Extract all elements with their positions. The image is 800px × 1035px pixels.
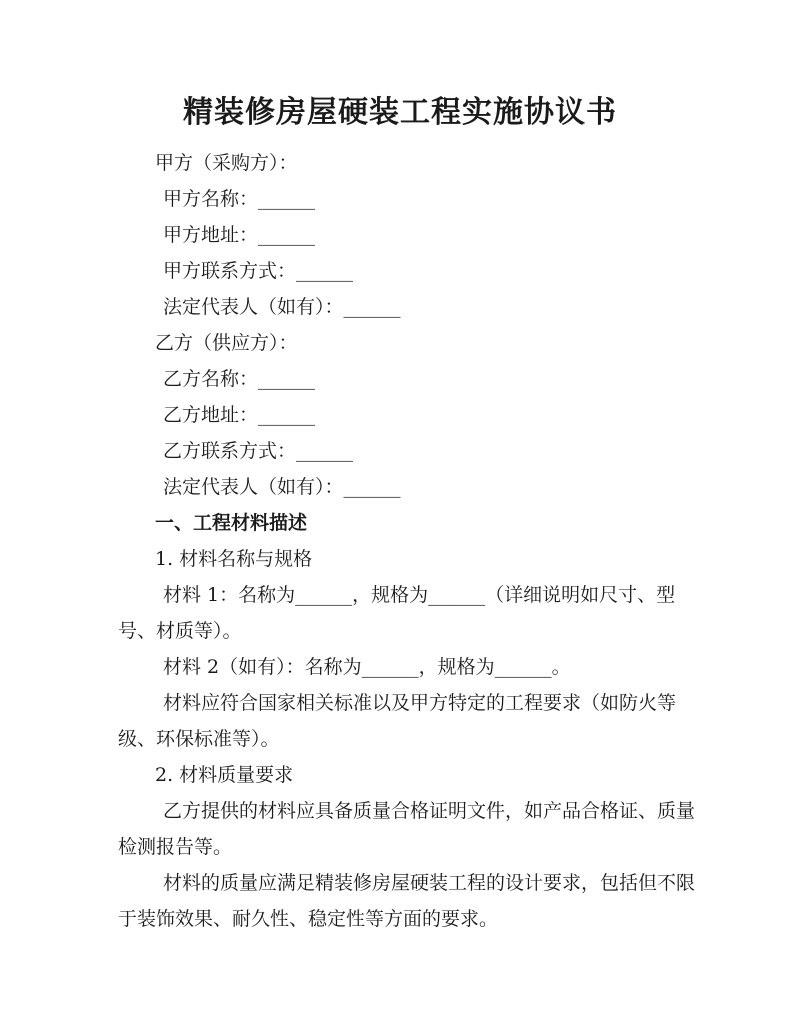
paragraph-quality-line-1: 材料的质量应满足精装修房屋硬装工程的设计要求，包括但不限 <box>163 872 696 894</box>
party-a-name: 甲方名称：______ <box>163 188 316 210</box>
paragraph-quality-line-2: 于装饰效果、耐久性、稳定性等方面的要求。 <box>118 908 499 930</box>
section-heading-materials: 一、工程材料描述 <box>155 512 308 534</box>
paragraph-material-1-line-1: 材料 1：名称为______，规格为______（详细说明如尺寸、型 <box>163 584 676 606</box>
party-b-contact: 乙方联系方式：______ <box>163 440 354 462</box>
party-b-name: 乙方名称：______ <box>163 368 316 390</box>
party-a-address: 甲方地址：______ <box>163 224 316 246</box>
paragraph-standards-line-1: 材料应符合国家相关标准以及甲方特定的工程要求（如防火等 <box>163 692 677 714</box>
subsection-heading-name-spec: 1. 材料名称与规格 <box>155 548 313 570</box>
paragraph-certificates-line-2: 检测报告等。 <box>118 836 233 858</box>
paragraph-material-1-line-2: 号、材质等）。 <box>118 620 242 642</box>
document-title: 精装修房屋硬装工程实施协议书 <box>183 95 617 130</box>
paragraph-standards-line-2: 级、环保标准等）。 <box>118 728 280 750</box>
paragraph-material-2: 材料 2（如有）：名称为______，规格为______。 <box>163 656 571 678</box>
paragraph-certificates-line-1: 乙方提供的材料应具备质量合格证明文件，如产品合格证、质量 <box>163 800 696 822</box>
party-a-representative: 法定代表人（如有）：______ <box>163 296 401 318</box>
subsection-heading-quality: 2. 材料质量要求 <box>155 764 294 786</box>
party-b-heading: 乙方（供应方）： <box>155 332 298 354</box>
party-a-heading: 甲方（采购方）： <box>155 152 298 174</box>
party-b-address: 乙方地址：______ <box>163 404 316 426</box>
party-b-representative: 法定代表人（如有）：______ <box>163 476 401 498</box>
party-a-contact: 甲方联系方式：______ <box>163 260 354 282</box>
